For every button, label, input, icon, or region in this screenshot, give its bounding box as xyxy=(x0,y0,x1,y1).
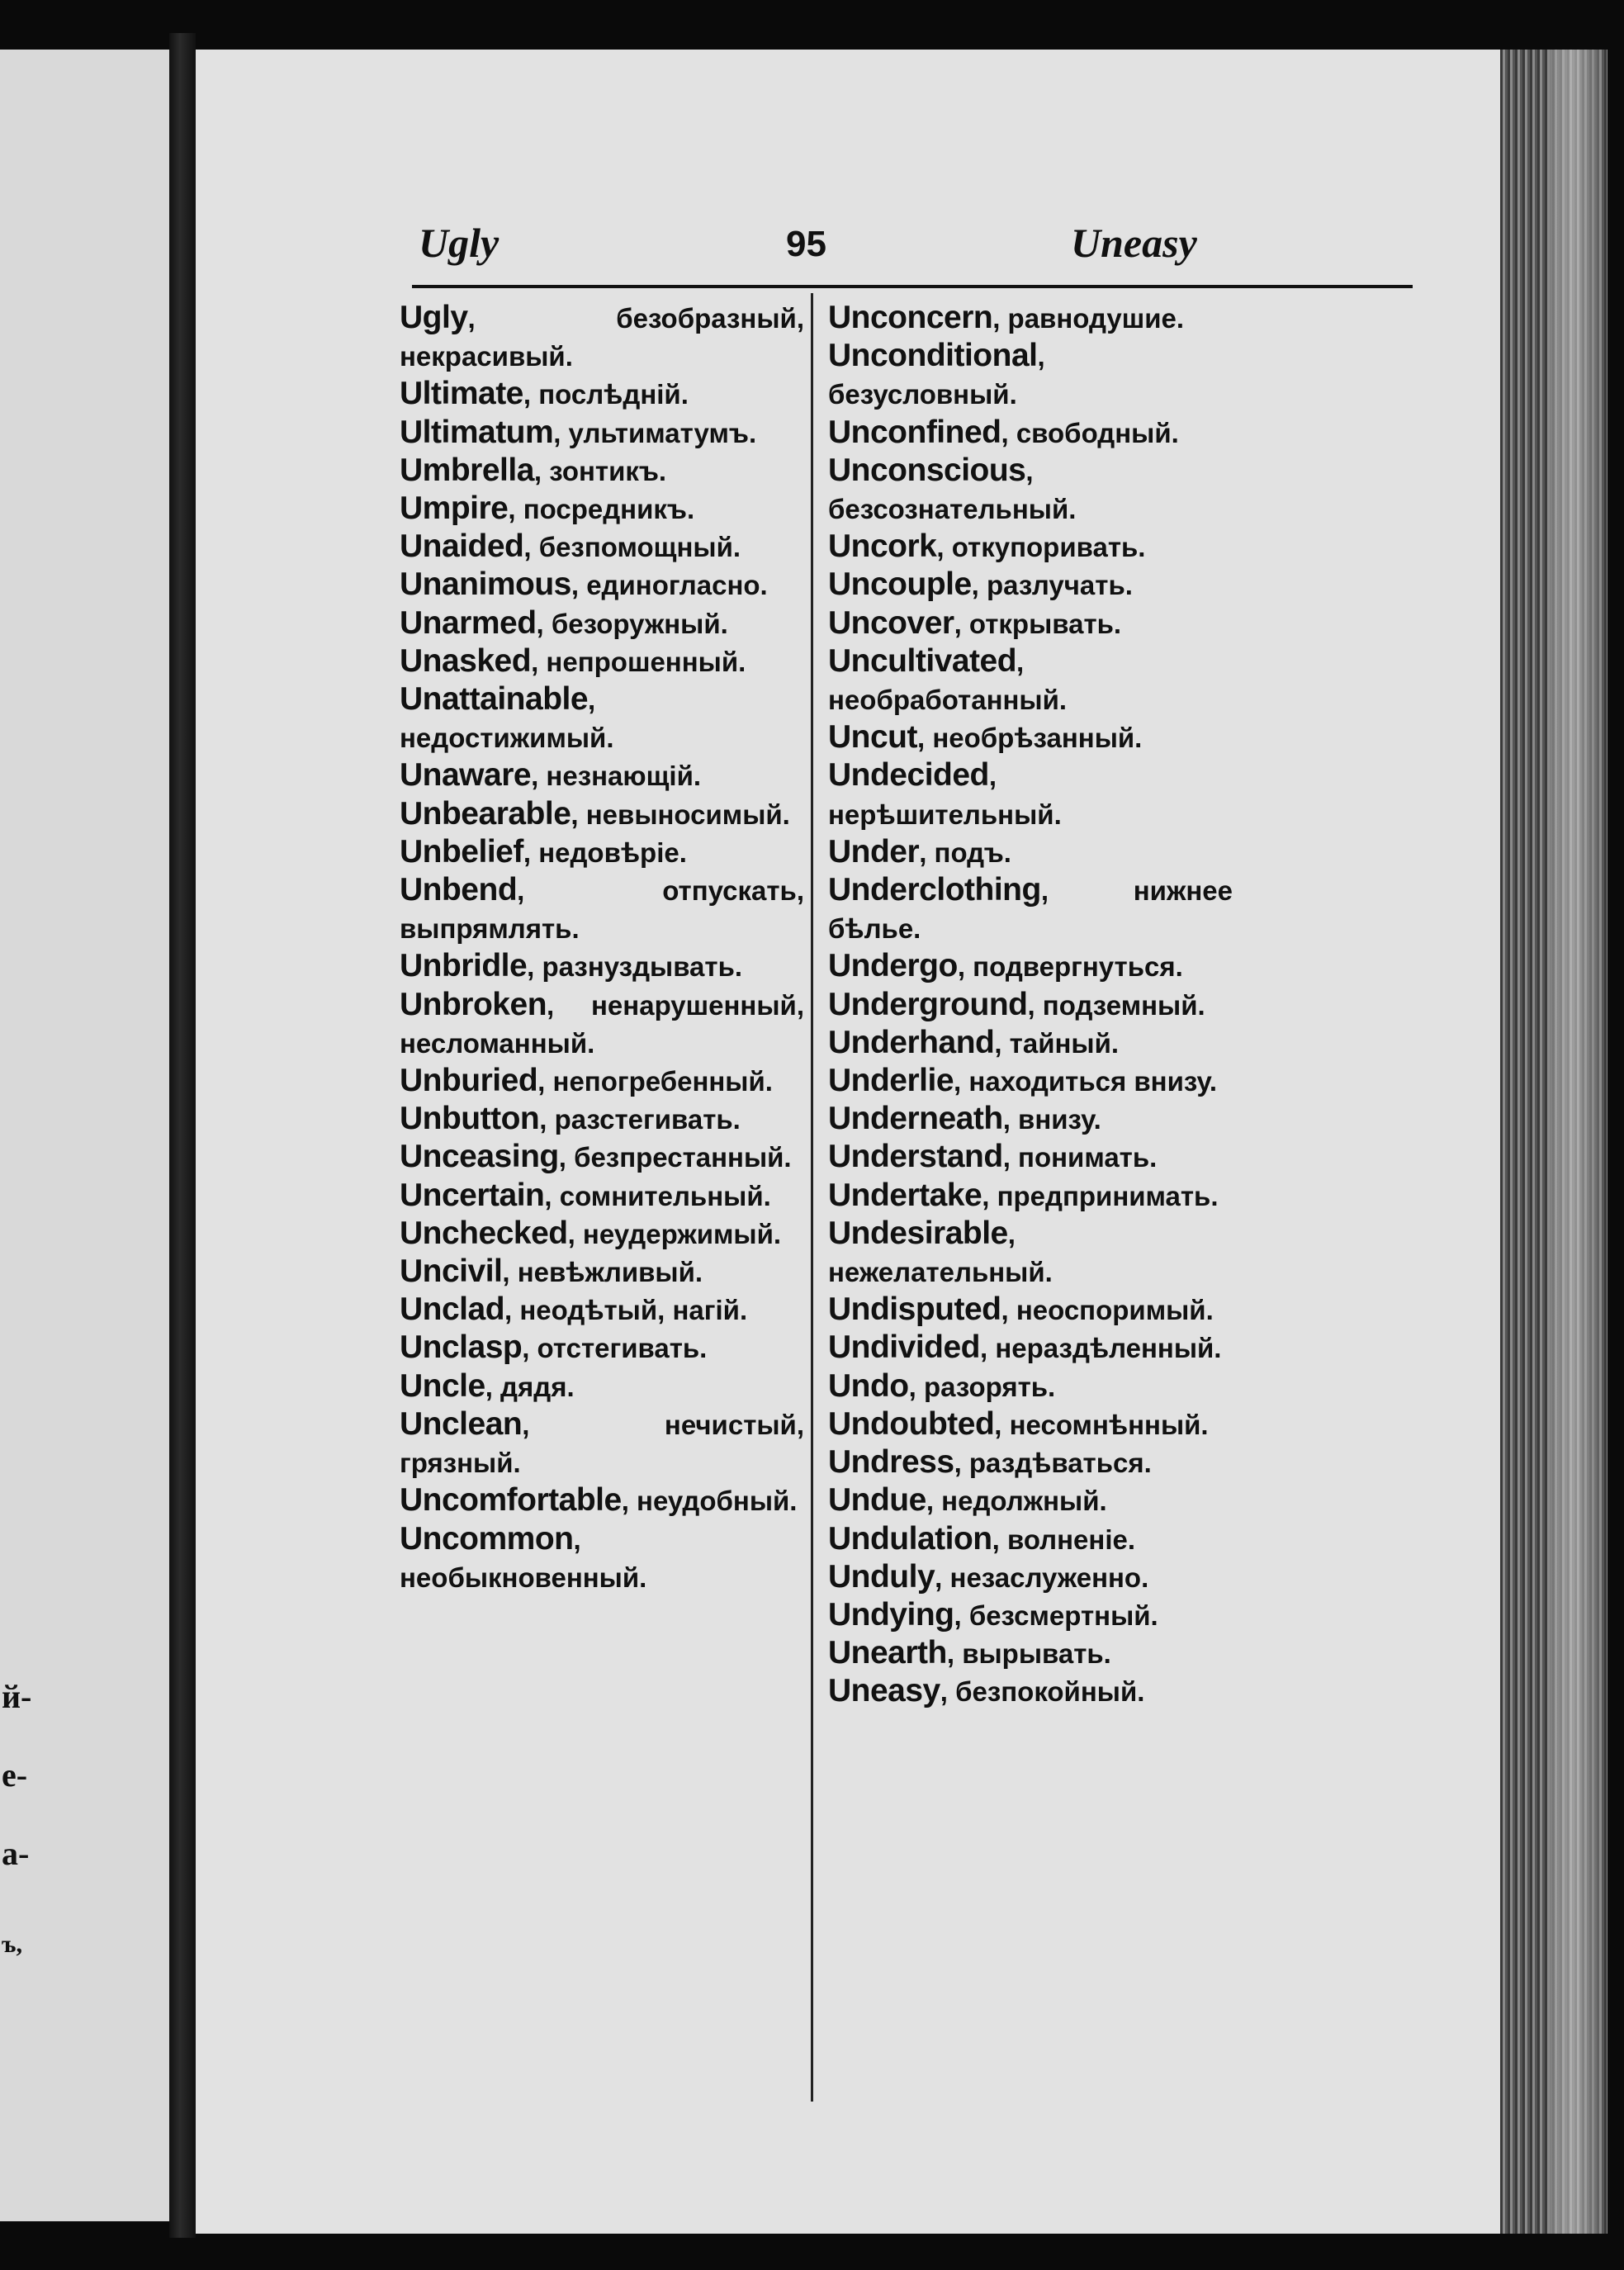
dictionary-entry xyxy=(828,452,1233,528)
translation: , зонтикъ. xyxy=(533,455,667,486)
translation: , послѣднiй. xyxy=(523,379,689,410)
translation: , безсознательный. xyxy=(828,455,1077,525)
headword: Unbroken xyxy=(400,986,547,1022)
translation: , находиться внизу. xyxy=(954,1066,1218,1097)
translation: , незаслуженно. xyxy=(935,1562,1149,1593)
dictionary-entry xyxy=(400,833,804,871)
translation: , недостижимый. xyxy=(400,685,614,754)
headword: Undying xyxy=(828,1596,954,1633)
headword: Ultimatum xyxy=(400,414,554,450)
headword: Underneath xyxy=(828,1101,1003,1137)
dictionary-entry xyxy=(400,375,804,413)
translation: , раздѣваться. xyxy=(954,1448,1152,1479)
headword: Unclasp xyxy=(400,1329,523,1366)
book-gutter xyxy=(169,33,196,2238)
translation: , безусловный. xyxy=(828,341,1045,410)
dictionary-entry xyxy=(828,947,1233,985)
dictionary-entry xyxy=(828,871,1233,947)
left-page-fragments xyxy=(0,50,169,2221)
page-stack-edge xyxy=(1500,50,1607,2234)
translation: , подъ. xyxy=(919,836,1011,868)
dictionary-entry xyxy=(400,1405,804,1481)
translation: , предпринимать. xyxy=(982,1180,1219,1211)
headword: Undoubted xyxy=(828,1405,995,1442)
dictionary-entry xyxy=(828,1215,1233,1291)
dictionary-entry xyxy=(828,1405,1233,1443)
headword: Undecided xyxy=(828,757,989,794)
headword: Undulation xyxy=(828,1520,992,1557)
dictionary-page xyxy=(196,50,1500,2234)
headword: Undertake xyxy=(828,1177,982,1213)
headword: Uneasy xyxy=(828,1673,940,1709)
dictionary-entry xyxy=(400,947,804,985)
translation: , разнуздывать. xyxy=(527,951,743,983)
translation: , необыкновенный. xyxy=(400,1524,647,1593)
left-page-edge xyxy=(0,50,173,2221)
dictionary-entry xyxy=(828,566,1233,604)
headword: Uncertain xyxy=(400,1177,545,1213)
page-number: 95 xyxy=(786,224,826,264)
headword: Unarmed xyxy=(400,604,537,641)
dictionary-entry xyxy=(400,1253,804,1291)
translation: , неудержимый. xyxy=(567,1218,782,1249)
dictionary-entry xyxy=(400,1138,804,1176)
translation: , безпокойный. xyxy=(940,1676,1145,1708)
dictionary-entry xyxy=(828,833,1233,871)
dictionary-entry xyxy=(828,718,1233,756)
headword: Unconscious xyxy=(828,452,1026,488)
dictionary-entry xyxy=(400,1291,804,1329)
dictionary-entry xyxy=(400,452,804,490)
translation: , неудобный. xyxy=(621,1486,798,1517)
headword: Undesirable xyxy=(828,1215,1008,1251)
headword: Underhand xyxy=(828,1024,995,1060)
translation: , непрошенный. xyxy=(531,646,746,677)
headword: Unconditional xyxy=(828,338,1038,374)
translation: , неодѣтый, нагiй. xyxy=(504,1295,748,1326)
translation: , ультиматумъ. xyxy=(553,417,757,448)
translation: , единогласно. xyxy=(571,570,768,601)
headword: Underground xyxy=(828,986,1028,1022)
headword: Uncivil xyxy=(400,1253,503,1290)
dictionary-entry xyxy=(828,1177,1233,1215)
headword: Unconfined xyxy=(828,414,1001,450)
headword: Understand xyxy=(828,1139,1003,1175)
translation: , недолжный. xyxy=(926,1486,1107,1517)
translation: , безпомощный. xyxy=(523,532,741,563)
translation: , дядя. xyxy=(485,1371,575,1402)
dictionary-entry xyxy=(400,490,804,528)
translation: , откупоривать. xyxy=(936,532,1146,563)
headword: Unbearable xyxy=(400,795,571,832)
dictionary-entry xyxy=(828,1558,1233,1596)
column-right xyxy=(828,299,1233,1711)
running-head xyxy=(196,219,1500,293)
translation: , разстегивать. xyxy=(539,1104,741,1135)
headword: Undue xyxy=(828,1482,926,1519)
translation: , ненарушенный, несломанный. xyxy=(400,989,804,1059)
translation: , необработанный. xyxy=(828,646,1068,716)
dictionary-entry xyxy=(828,1291,1233,1329)
headword: Unearth xyxy=(828,1635,947,1671)
left-fragment: й- xyxy=(2,1678,32,1715)
headword: Unbend xyxy=(400,872,518,908)
dictionary-entry xyxy=(828,1634,1233,1672)
dictionary-entry xyxy=(400,1481,804,1519)
headword: Ultimate xyxy=(400,376,523,412)
headword: Unbutton xyxy=(400,1101,540,1137)
dictionary-entry xyxy=(828,528,1233,566)
dictionary-entry xyxy=(828,1138,1233,1176)
headword: Unbridle xyxy=(400,948,528,984)
headword: Umpire xyxy=(400,490,509,527)
running-head-first-word: Ugly xyxy=(419,220,500,266)
translation: , безобразный, некрасивый. xyxy=(400,303,804,372)
dictionary-entry xyxy=(828,1481,1233,1519)
dictionary-entry xyxy=(400,1062,804,1100)
translation: , нераздѣленный. xyxy=(980,1333,1222,1364)
dictionary-entry xyxy=(400,1177,804,1215)
column-left xyxy=(400,299,804,1596)
translation: , разорять. xyxy=(908,1371,1056,1402)
headword: Unclean xyxy=(400,1405,523,1442)
dictionary-entry xyxy=(828,1024,1233,1062)
headword: Under xyxy=(828,833,920,870)
dictionary-entry xyxy=(400,871,804,947)
translation: , отпускать, выпрямлять. xyxy=(400,875,804,945)
dictionary-entry xyxy=(400,299,804,375)
headword: Undisputed xyxy=(828,1291,1001,1328)
headword: Undergo xyxy=(828,948,958,984)
dictionary-entry xyxy=(400,528,804,566)
translation: , разлучать. xyxy=(971,570,1133,601)
translation: , подвергнуться. xyxy=(957,951,1183,983)
headword: Undress xyxy=(828,1444,954,1481)
dictionary-entry xyxy=(828,1596,1233,1634)
dictionary-entry xyxy=(400,986,804,1062)
translation: , понимать. xyxy=(1002,1142,1158,1173)
headword: Unchecked xyxy=(400,1215,568,1251)
dictionary-entry xyxy=(828,986,1233,1024)
headword: Uncouple xyxy=(828,566,972,603)
headword: Unduly xyxy=(828,1558,935,1595)
dictionary-entry xyxy=(828,1443,1233,1481)
running-head-last-word: Uneasy xyxy=(1071,220,1197,266)
translation: , невыносимый. xyxy=(571,799,790,830)
headword: Uncommon xyxy=(400,1520,574,1557)
headword: Uncomfortable xyxy=(400,1482,622,1519)
headword: Unattainable xyxy=(400,681,589,718)
left-fragment: е- xyxy=(2,1756,28,1794)
headword: Unconcern xyxy=(828,300,993,335)
headword: Unasked xyxy=(400,642,532,679)
dictionary-entry xyxy=(828,1520,1233,1558)
dictionary-entry xyxy=(828,1062,1233,1100)
dictionary-entry xyxy=(828,1367,1233,1405)
headword: Unburied xyxy=(400,1063,538,1099)
translation: , безсмертный. xyxy=(954,1599,1158,1631)
translation: , внизу. xyxy=(1002,1104,1101,1135)
translation: , несомнѣнный. xyxy=(994,1409,1209,1440)
headword: Uncultivated xyxy=(828,642,1017,679)
translation: , сомнительный. xyxy=(544,1180,771,1211)
headword: Unaided xyxy=(400,528,524,565)
translation: , невѣжливый. xyxy=(502,1257,703,1288)
translation: , отстегивать. xyxy=(522,1333,708,1364)
translation: , нижнее бѣлье. xyxy=(828,875,1233,945)
dictionary-entry xyxy=(828,642,1233,718)
translation: , непогребенный. xyxy=(537,1066,773,1097)
translation: , безоружный. xyxy=(536,608,728,639)
translation: , нежелательный. xyxy=(828,1218,1053,1288)
translation: , нечистый, грязный. xyxy=(400,1409,804,1479)
headword: Uncut xyxy=(828,719,917,756)
dictionary-entry xyxy=(400,795,804,833)
dictionary-entry xyxy=(400,756,804,794)
translation: , необрѣзанный. xyxy=(917,723,1143,754)
headword: Uncle xyxy=(400,1367,485,1404)
dictionary-entry xyxy=(400,1100,804,1138)
dictionary-entry xyxy=(400,566,804,604)
dictionary-entry xyxy=(828,1100,1233,1138)
dictionary-entry xyxy=(400,1367,804,1405)
dictionary-entry xyxy=(828,337,1233,413)
dictionary-entry xyxy=(400,642,804,680)
left-fragment: а- xyxy=(2,1835,30,1872)
translation: , волненiе. xyxy=(992,1524,1136,1555)
left-fragment: ъ, xyxy=(2,1931,22,1958)
dictionary-entry xyxy=(828,604,1233,642)
dictionary-entry xyxy=(400,1215,804,1253)
translation: , вырывать. xyxy=(946,1638,1111,1670)
headword: Unbelief xyxy=(400,833,523,870)
translation: , открывать. xyxy=(954,608,1122,639)
headword: Undivided xyxy=(828,1329,981,1366)
translation: , нерѣшительный. xyxy=(828,761,1062,830)
translation: , равнодушие. xyxy=(992,303,1185,334)
headword: Unclad xyxy=(400,1291,505,1328)
dictionary-entry xyxy=(828,756,1233,832)
dictionary-entry xyxy=(400,1520,804,1596)
headword: Uncork xyxy=(828,528,937,565)
headword: Underlie xyxy=(828,1063,954,1099)
headword: Uncover xyxy=(828,604,954,641)
dictionary-entry xyxy=(400,1329,804,1367)
column-divider xyxy=(811,293,813,2102)
dictionary-entry xyxy=(400,604,804,642)
headword: Unaware xyxy=(400,757,532,794)
translation: , неоспоримый. xyxy=(1001,1295,1214,1326)
header-rule xyxy=(412,285,1413,288)
translation: , посредникъ. xyxy=(508,494,695,525)
headword: Unceasing xyxy=(400,1139,559,1175)
translation: , незнающiй. xyxy=(531,761,702,792)
dictionary-entry xyxy=(828,1329,1233,1367)
dictionary-entry xyxy=(828,299,1233,337)
headword: Undo xyxy=(828,1367,909,1404)
headword: Umbrella xyxy=(400,452,534,488)
dictionary-entry xyxy=(400,680,804,756)
headword: Underclothing xyxy=(828,872,1041,908)
headword: Ugly xyxy=(400,300,468,335)
headword: Unanimous xyxy=(400,566,571,603)
translation: , свободный. xyxy=(1001,417,1179,448)
dictionary-entry xyxy=(828,414,1233,452)
translation: , безпрестанный. xyxy=(558,1142,792,1173)
dictionary-entry xyxy=(400,414,804,452)
translation: , недовѣрiе. xyxy=(523,836,687,868)
translation: , подземный. xyxy=(1027,989,1205,1021)
translation: , тайный. xyxy=(994,1027,1120,1059)
dictionary-entry xyxy=(828,1672,1233,1710)
